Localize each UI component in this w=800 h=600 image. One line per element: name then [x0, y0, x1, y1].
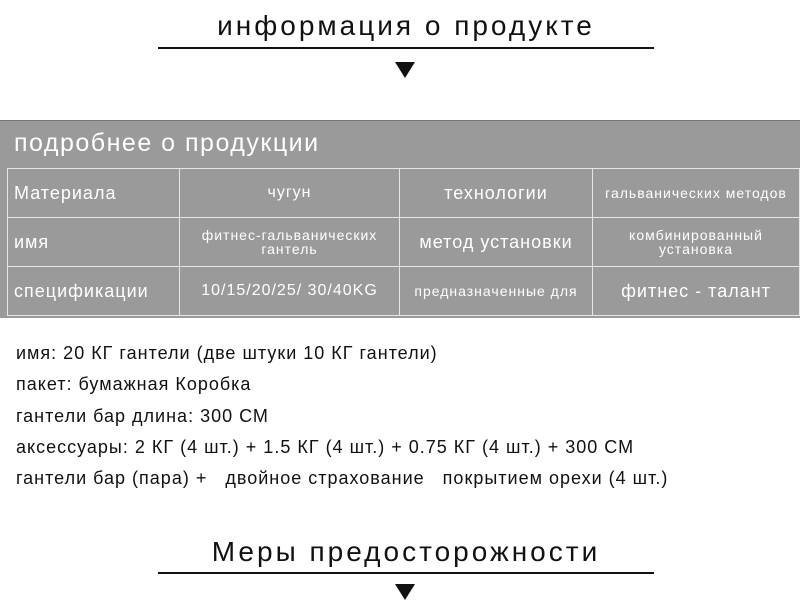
- product-details-panel: [0, 120, 800, 318]
- table-cell: спецификации: [8, 267, 180, 316]
- table-cell: чугун: [180, 169, 400, 218]
- triangle-down-icon: [395, 584, 415, 600]
- triangle-down-icon: [395, 62, 415, 78]
- description-line: аксессуары: 2 КГ (4 шт.) + 1.5 КГ (4 шт.) + 0.75 КГ (4 шт.) + 300 СМ: [16, 436, 635, 457]
- table-cell: имя: [8, 218, 180, 267]
- table-cell: предназначенные для: [400, 267, 593, 316]
- description-line: гантели бар (пара) + двойное страхование покрытием орехи (4 шт.): [16, 468, 669, 489]
- table-row: [8, 169, 800, 218]
- table-cell: комбинированный установка: [593, 218, 800, 267]
- section-title-precautions: Меры предосторожности: [211, 536, 601, 567]
- table-cell: метод установки: [400, 218, 593, 267]
- table-cell: фитнес - талант: [593, 267, 800, 316]
- product-description: [16, 338, 668, 494]
- description-line: пакет: бумажная Коробка: [16, 374, 252, 395]
- table-row: [8, 267, 800, 316]
- table-cell: фитнес-гальванических гантель: [180, 218, 400, 267]
- title-underline: [158, 572, 654, 574]
- table-cell: гальванических методов: [593, 169, 800, 218]
- title-underline: [158, 47, 654, 49]
- table-cell: технологии: [400, 169, 593, 218]
- spec-table: [7, 168, 800, 316]
- table-cell: Материала: [8, 169, 180, 218]
- description-line: гантели бар длина: 300 СМ: [16, 405, 269, 426]
- description-line: имя: 20 КГ гантели (две штуки 10 КГ гантели): [16, 343, 438, 363]
- table-cell: 10/15/20/25/ 30/40KG: [180, 267, 400, 316]
- table-row: [8, 218, 800, 267]
- panel-heading: подробнее о продукции: [14, 129, 320, 157]
- section-title-product-info: информация о продукте: [217, 10, 595, 41]
